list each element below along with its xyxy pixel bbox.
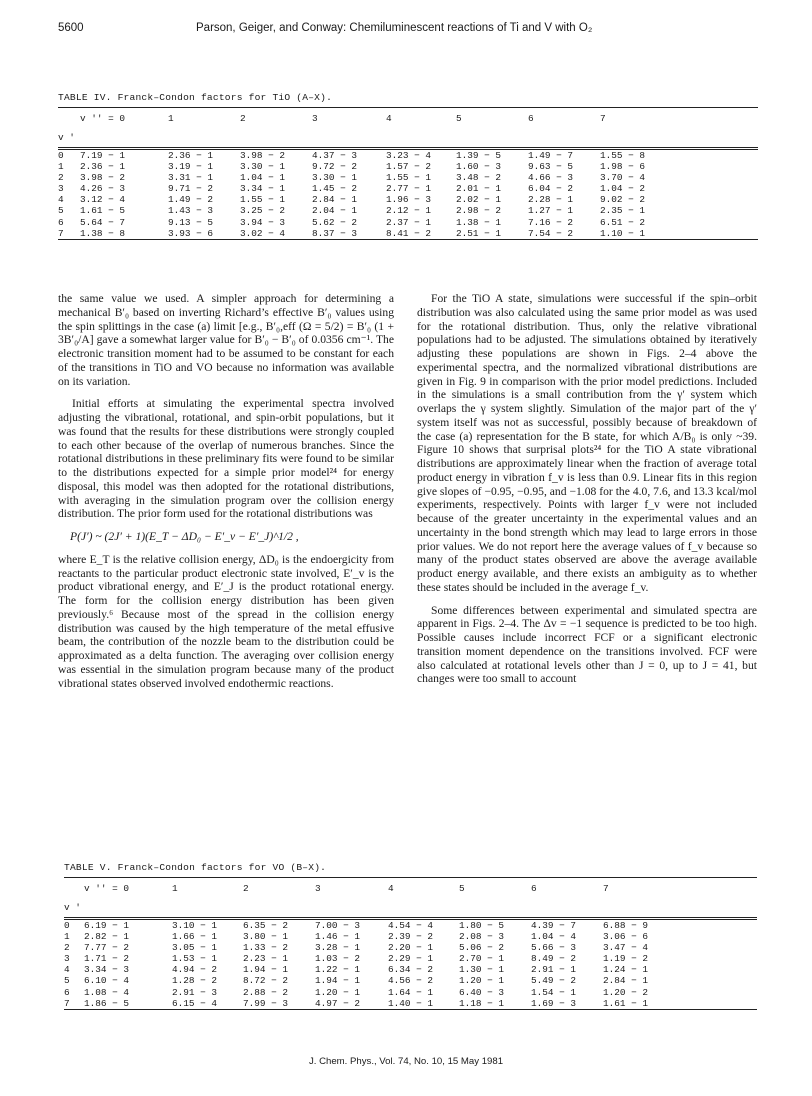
table-cell: 1.64 − 1	[388, 986, 434, 998]
table-cell: 9.63 − 5	[528, 161, 574, 173]
row-v-value: 7	[64, 998, 84, 1010]
table-cell: 4.66 − 3	[528, 172, 574, 184]
table-cell: 7.99 − 3	[243, 998, 315, 1010]
table-cell: 1.80 − 5	[459, 919, 531, 932]
table-cell: 2.36 − 1	[168, 149, 240, 162]
table-cell: 2.08 − 3	[459, 931, 505, 943]
table-cell: 3.98 − 2	[240, 149, 312, 162]
column-header: 7	[603, 878, 757, 919]
row-v-value: 5	[64, 975, 70, 987]
table-cell: 1.30 − 1	[459, 964, 505, 976]
table-cell: 1.18 − 1	[459, 998, 531, 1010]
table-cell: 1.66 − 1	[172, 931, 218, 943]
table5	[64, 877, 757, 1010]
table-cell: 8.72 − 2	[243, 975, 289, 987]
table-cell: 1.20 − 2	[603, 986, 649, 998]
running-title: Parson, Geiger, and Conway: Chemiluminescent reactions of Ti and V with O₂	[196, 22, 593, 34]
table-cell: 1.54 − 1	[531, 986, 577, 998]
table-cell: 2.39 − 2	[388, 931, 434, 943]
table-cell: 1.96 − 3	[386, 194, 432, 206]
table-cell: 2.04 − 1	[312, 205, 358, 217]
table-cell: 2.12 − 1	[386, 205, 432, 217]
table-cell: 3.10 − 1	[172, 919, 243, 932]
right-column	[417, 292, 757, 686]
table-cell: 3.25 − 2	[240, 205, 286, 217]
paragraph: For the TiO A state, simulations were successful if the spin–orbit distribution was also calculated using the same prior model as was used for the rotational distribution. Thus, only the relative vibrational populations had to be adjusted. The simulations obtained by iteratively adjusting these populations are shown in Figs. 2–4 above the experimental spectra, and the normalized vibrational distributions are given in Fig. 9 in comparison with the prior model predictions. Included in the simulations is a small contribution from the γ′ system which overlaps the γ system slightly. Simulation of the major part of the γ′ system itself was not as successful, possibly because of breakdown of the case (a) representation for the B state, for which A/B₀ is only ~39. Figure 10 shows that surprisal plots²⁴ for the TiO A state vibrational distributions are approximately linear when the fraction of average total product energy in vibration f_v is less than 0.9. Linear fits in this region give slopes of −0.95, −0.95, and −1.08 for the 4.0, 7.6, and 13.3 kcal/mol experiments, respectively. Points with larger f_v were not included because of the greater uncertainty in the experimental values and an uncertainty in the bond strength which may lead to large errors in those prior values. We do not report here the average values of f_v because so many of the product states observed are above the average available product energy available, and there exists an ambiguity as to whether these states should be included in the average f_v.	[417, 292, 757, 594]
table-row	[58, 194, 758, 205]
table-cell: 2.02 − 1	[456, 194, 502, 206]
table-cell: 2.98 − 2	[456, 205, 502, 217]
table-cell: 3.31 − 1	[168, 172, 214, 184]
page-number: 5600	[58, 22, 84, 34]
table-cell: 5.06 − 2	[459, 942, 505, 954]
table-cell: 3.94 − 3	[240, 216, 286, 228]
table-cell: 1.43 − 3	[168, 205, 214, 217]
table-cell: 1.08 − 4	[84, 986, 130, 998]
table-cell: 3.06 − 6	[603, 931, 649, 943]
journal-citation: J. Chem. Phys., Vol. 74, No. 10, 15 May 1981	[308, 1056, 504, 1067]
table-cell: 1.38 − 1	[456, 216, 502, 228]
column-header: 1	[168, 108, 240, 149]
table-cell: 1.49 − 2	[168, 194, 214, 206]
table-row	[58, 161, 758, 172]
table-cell: 8.49 − 2	[531, 953, 577, 965]
table-row	[64, 998, 757, 1010]
table-cell: 7.54 − 2	[528, 228, 600, 240]
table-cell: 1.27 − 1	[528, 205, 574, 217]
table-cell: 6.15 − 4	[172, 998, 243, 1010]
column-header: v ′′ = 0	[84, 878, 172, 919]
row-label-header: v ′	[64, 878, 84, 919]
table-cell: 2.01 − 1	[456, 183, 502, 195]
table-cell: 2.23 − 1	[243, 953, 289, 965]
table-row	[58, 228, 758, 240]
table-cell: 2.91 − 1	[531, 964, 577, 976]
table-cell: 1.20 − 1	[459, 975, 505, 987]
table-cell: 2.88 − 2	[243, 986, 289, 998]
table-cell: 3.93 − 6	[168, 228, 240, 240]
table-cell: 1.28 − 2	[172, 975, 218, 987]
row-v-value: 6	[64, 986, 70, 998]
table-cell: 1.94 − 1	[315, 975, 361, 987]
row-label-header: v ′	[58, 108, 80, 149]
table-cell: 3.80 − 1	[243, 931, 289, 943]
table-row	[58, 172, 758, 183]
table-cell: 3.98 − 2	[80, 172, 126, 184]
table-cell: 1.60 − 3	[456, 161, 502, 173]
table-row	[58, 183, 758, 194]
table-cell: 3.02 − 4	[240, 228, 312, 240]
table-cell: 1.94 − 1	[243, 964, 289, 976]
table-cell: 6.34 − 2	[388, 964, 434, 976]
table-cell: 6.10 − 4	[84, 975, 130, 987]
table-cell: 1.61 − 5	[80, 205, 126, 217]
table-cell: 3.70 − 4	[600, 172, 646, 184]
table-cell: 6.88 − 9	[603, 919, 757, 932]
table-cell: 9.02 − 2	[600, 194, 646, 206]
table-cell: 1.33 − 2	[243, 942, 289, 954]
table-cell: 6.19 − 1	[84, 919, 172, 932]
table-cell: 2.91 − 3	[172, 986, 218, 998]
paragraph: the same value we used. A simpler approach for determining a mechanical B′₀ based on inverting Richard’s effective B′₀ values using the spin splittings in the case (a) limit [e.g., B′₀,eff (Ω = 5/2) = B′₀ (1 + 3B′₀/A] gave a somewhat larger value for B′₀ − B′₀ of 0.0356 cm⁻¹. The electronic transition moment had to be assumed to be constant for each of the transitions in TiO and VO because no information was available on its variation.	[58, 292, 394, 388]
table-cell: 1.46 − 1	[315, 931, 361, 943]
row-v-value: 2	[58, 172, 64, 184]
table-cell: 4.97 − 2	[315, 998, 388, 1010]
table-cell: 2.20 − 1	[388, 942, 434, 954]
table-cell: 4.37 − 3	[312, 149, 386, 162]
table-cell: 3.23 − 4	[386, 149, 456, 162]
row-v-value: 4	[64, 964, 70, 976]
table-row	[64, 987, 757, 998]
row-v-value: 1	[64, 931, 70, 943]
table-row	[64, 975, 757, 986]
table-header-row	[64, 878, 757, 919]
table-cell: 1.61 − 1	[603, 998, 757, 1010]
table-cell: 3.47 − 4	[603, 942, 649, 954]
table-cell: 9.71 − 2	[168, 183, 214, 195]
table-cell: 1.55 − 1	[386, 172, 432, 184]
table-cell: 1.04 − 1	[240, 172, 286, 184]
table-cell: 1.71 − 2	[84, 953, 130, 965]
table-cell: 1.04 − 2	[600, 183, 646, 195]
table-cell: 5.64 − 7	[80, 216, 126, 228]
column-header: 4	[388, 878, 459, 919]
column-header: 2	[240, 108, 312, 149]
table-cell: 3.48 − 2	[456, 172, 502, 184]
paragraph: where E_T is the relative collision energy, ΔD₀ is the endoergicity from reactants to the particular product electronic state involved, E′_v is the product vibrational energy, and E′_J is the product rotational energy. The form for the collision energy distribution has been given previously.⁶ Because most of the spread in the collision energy distribution was caused by the high temperature of the metal effusive beam, the contribution of the nozzle beam to the distribution could be approximated as a delta function. The averaging over collision energy was essential in the simulation program because many of the product vibrational states observed involved endothermic reactions.	[58, 552, 394, 690]
table-cell: 3.19 − 1	[168, 161, 214, 173]
table-cell: 9.13 − 5	[168, 216, 214, 228]
table-cell: 1.86 − 5	[84, 998, 172, 1010]
table-cell: 5.62 − 2	[312, 216, 358, 228]
row-v-value: 1	[58, 161, 64, 173]
table-cell: 4.56 − 2	[388, 975, 434, 987]
table-cell: 1.53 − 1	[172, 953, 218, 965]
table-cell: 1.38 − 8	[80, 228, 168, 240]
row-v-value: 0	[58, 149, 80, 162]
table-cell: 2.77 − 1	[386, 183, 432, 195]
table-cell: 3.28 − 1	[315, 942, 361, 954]
table-cell: 1.55 − 1	[240, 194, 286, 206]
paragraph: Some differences between experimental and simulated spectra are apparent in Figs. 2–4. The Δv = −1 sequence is predicted to be too high. Possible causes include incorrect FCF or a significant electronic transition moment dependence on the transitions involved. FCF were also calculated at rotational levels other than J = 0, up to J = 41, but changes were too small to account	[417, 603, 757, 686]
table-cell: 2.84 − 1	[603, 975, 649, 987]
table-cell: 3.05 − 1	[172, 942, 218, 954]
table-cell: 8.37 − 3	[312, 228, 386, 240]
table-cell: 3.34 − 3	[84, 964, 130, 976]
table-cell: 1.03 − 2	[315, 953, 361, 965]
left-column	[58, 292, 394, 690]
table-cell: 6.04 − 2	[528, 183, 574, 195]
table-row	[58, 205, 758, 216]
table-cell: 7.00 − 3	[315, 919, 388, 932]
table-cell: 1.55 − 8	[600, 149, 758, 162]
table-row	[64, 953, 757, 964]
table-cell: 2.82 − 1	[84, 931, 130, 943]
row-v-value: 7	[58, 228, 80, 240]
column-header: 3	[315, 878, 388, 919]
table-cell: 1.49 − 7	[528, 149, 600, 162]
table4-caption: TABLE IV. Franck–Condon factors for TiO (A–X).	[58, 92, 333, 103]
table-cell: 4.54 − 4	[388, 919, 459, 932]
table-cell: 2.70 − 1	[459, 953, 505, 965]
table-cell: 1.98 − 6	[600, 161, 646, 173]
table-row	[58, 217, 758, 228]
table-cell: 5.66 − 3	[531, 942, 577, 954]
table-cell: 4.94 − 2	[172, 964, 218, 976]
row-v-value: 3	[58, 183, 64, 195]
table-cell: 1.45 − 2	[312, 183, 358, 195]
table-cell: 1.19 − 2	[603, 953, 649, 965]
table-cell: 1.39 − 5	[456, 149, 528, 162]
column-header: 3	[312, 108, 386, 149]
row-v-value: 0	[64, 919, 84, 932]
column-header: 1	[172, 878, 243, 919]
table-row	[64, 919, 757, 932]
table-cell: 4.26 − 3	[80, 183, 126, 195]
table-cell: 5.49 − 2	[531, 975, 577, 987]
column-header: 4	[386, 108, 456, 149]
row-v-value: 3	[64, 953, 70, 965]
table-cell: 2.51 − 1	[456, 228, 528, 240]
column-header: 5	[456, 108, 528, 149]
column-header: 6	[528, 108, 600, 149]
table-row	[64, 964, 757, 975]
table-header-row	[58, 108, 758, 149]
table-cell: 3.12 − 4	[80, 194, 126, 206]
table-cell: 1.69 − 3	[531, 998, 603, 1010]
equation: P(J′) ~ (2J′ + 1)(E_T − ΔD₀ − E′_v − E′_J)^1/2 ,	[70, 530, 299, 543]
table-cell: 6.35 − 2	[243, 919, 315, 932]
row-v-value: 6	[58, 216, 64, 228]
column-header: 7	[600, 108, 758, 149]
table-cell: 1.57 − 2	[386, 161, 432, 173]
table-cell: 2.37 − 1	[386, 216, 432, 228]
table-cell: 1.40 − 1	[388, 998, 459, 1010]
column-header: 2	[243, 878, 315, 919]
row-v-value: 5	[58, 205, 64, 217]
column-header: 6	[531, 878, 603, 919]
table-cell: 7.19 − 1	[80, 149, 168, 162]
column-header: v ′′ = 0	[80, 108, 168, 149]
table5-caption: TABLE V. Franck–Condon factors for VO (B–X).	[64, 862, 327, 873]
table-row	[64, 942, 757, 953]
table-cell: 6.40 − 3	[459, 986, 505, 998]
table-cell: 2.28 − 1	[528, 194, 574, 206]
table-cell: 7.77 − 2	[84, 942, 130, 954]
table-cell: 9.72 − 2	[312, 161, 358, 173]
table-cell: 7.16 − 2	[528, 216, 574, 228]
column-header: 5	[459, 878, 531, 919]
table-cell: 2.29 − 1	[388, 953, 434, 965]
table-cell: 8.41 − 2	[386, 228, 456, 240]
table-cell: 2.36 − 1	[80, 161, 126, 173]
table-cell: 1.04 − 4	[531, 931, 577, 943]
table-cell: 1.22 − 1	[315, 964, 361, 976]
table-cell: 4.39 − 7	[531, 919, 603, 932]
table-cell: 1.10 − 1	[600, 228, 758, 240]
table-cell: 2.35 − 1	[600, 205, 646, 217]
table-row	[58, 149, 758, 162]
row-v-value: 2	[64, 942, 70, 954]
table-cell: 1.20 − 1	[315, 986, 361, 998]
table-cell: 3.34 − 1	[240, 183, 286, 195]
row-v-value: 4	[58, 194, 64, 206]
table-cell: 2.84 − 1	[312, 194, 358, 206]
table-cell: 3.30 − 1	[240, 161, 286, 173]
table-cell: 1.24 − 1	[603, 964, 649, 976]
table-row	[64, 931, 757, 942]
table-cell: 3.30 − 1	[312, 172, 358, 184]
table-cell: 6.51 − 2	[600, 216, 646, 228]
paragraph: Initial efforts at simulating the experimental spectra involved adjusting the vibrational, rotational, and spin-orbit populations, but it was found that the results for these distributions were strongly coupled to each other because of the overlap of numerous branches. Since the rotational distributions in these preliminary fits were found to be similar to the distributions expected for a simple prior model²⁴ for energy disposal, this model was then adopted for the rotational distributions, with averaging in the simulation program over the collision energy distribution. The prior form used for the rotational distributions was	[58, 397, 394, 521]
table4	[58, 107, 758, 240]
